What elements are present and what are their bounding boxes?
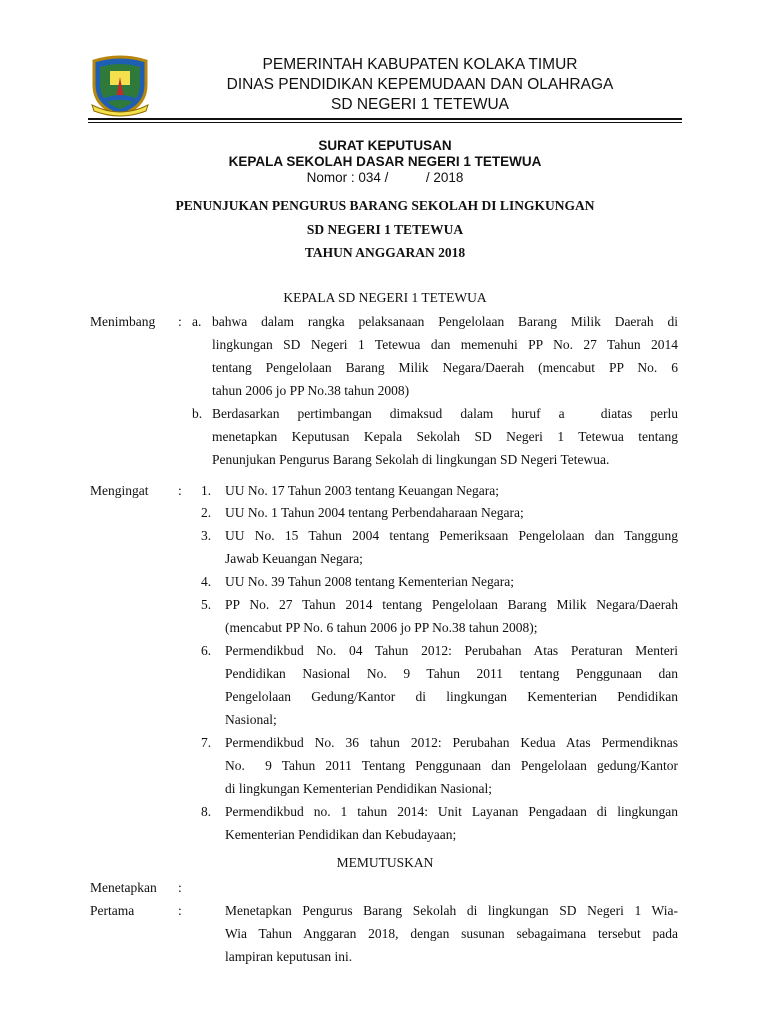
letterhead-government: PEMERINTAH KABUPATEN KOLAKA TIMUR	[262, 56, 578, 73]
pertama-line: lampiran keputusan ini.	[225, 949, 353, 964]
menimbang-a-line: bahwa dalam rangka pelaksanaan Pengelolaan Barang Milik Daerah di	[212, 314, 678, 329]
mengingat-item-number: 3.	[201, 528, 212, 543]
decree-title: SURAT KEPUTUSAN	[318, 138, 452, 153]
subject-line-3: TAHUN ANGGARAN 2018	[304, 245, 466, 260]
menimbang-b-line: menetapkan Keputusan Kepala Sekolah SD Negeri 1 Tetewua tentang	[212, 429, 678, 444]
mengingat-item-line: Kementerian Pendidikan dan Kebudayaan;	[225, 827, 457, 842]
pertama-line: Wia Tahun Anggaran 2018, dengan susunan sebagaimana tersebut pada	[225, 926, 678, 941]
mengingat-item-line: Pengelolaan Gedung/Kantor di lingkungan Kementerian Pendidikan	[225, 689, 678, 704]
pertama-label: Pertama	[90, 903, 135, 918]
mengingat-item-number: 7.	[201, 735, 212, 750]
mengingat-item-line: Jawab Keuangan Negara;	[225, 551, 363, 566]
mengingat-item-line: UU No. 17 Tahun 2003 tentang Keuangan Negara;	[225, 483, 499, 498]
letterhead-divider	[88, 118, 682, 120]
mengingat-item-line: Pendidikan Nasional No. 9 Tahun 2011 tentang Penggunaan dan	[225, 666, 678, 681]
letterhead-divider-thin	[88, 122, 682, 123]
mengingat-item-line: UU No. 1 Tahun 2004 tentang Perbendaharaan Negara;	[225, 505, 524, 520]
memutuskan-heading: MEMUTUSKAN	[336, 855, 434, 870]
menimbang-a-line: lingkungan SD Negeri 1 Tetewua dan memenuhi PP No. 27 Tahun 2014	[212, 337, 678, 352]
menimbang-b-line: Berdasarkan pertimbangan dimaksud dalam huruf a diatas perlu	[212, 406, 678, 421]
mengingat-item-number: 5.	[201, 597, 212, 612]
mengingat-item-line: Permendikbud no. 1 tahun 2014: Unit Layanan Pengadaan di lingkungan	[225, 804, 678, 819]
menimbang-a-line: tentang Pengelolaan Barang Milik Negara/Daerah (mencabut PP No. 6	[212, 360, 678, 375]
mengingat-item-line: No. 9 Tahun 2011 Tentang Penggunaan dan Pengelolaan gedung/Kantor	[225, 758, 678, 773]
mengingat-item-line: Permendikbud No. 04 Tahun 2012: Perubahan Atas Peraturan Menteri	[225, 643, 678, 658]
mengingat-item-line: UU No. 15 Tahun 2004 tentang Pemeriksaan Pengelolaan dan Tanggung	[225, 528, 678, 543]
menimbang-b-line: Penunjukan Pengurus Barang Sekolah di lingkungan SD Negeri Tetewua.	[212, 452, 610, 467]
subject-line-1: PENUNJUKAN PENGURUS BARANG SEKOLAH DI LINGKUNGAN	[175, 198, 595, 213]
letterhead-school: SD NEGERI 1 TETEWUA	[331, 96, 509, 113]
mengingat-colon: :	[178, 483, 182, 498]
menimbang-b-marker: b.	[192, 406, 203, 421]
menimbang-a-marker: a.	[192, 314, 202, 329]
mengingat-item-number: 1.	[201, 483, 212, 498]
menimbang-label: Menimbang	[90, 314, 156, 329]
mengingat-item-number: 6.	[201, 643, 212, 658]
mengingat-item-line: PP No. 27 Tahun 2014 tentang Pengelolaan Barang Milik Negara/Daerah	[225, 597, 678, 612]
pertama-colon: :	[178, 903, 182, 918]
pertama-line: Menetapkan Pengurus Barang Sekolah di lingkungan SD Negeri 1 Wia-	[225, 903, 678, 918]
decree-issuer: KEPALA SEKOLAH DASAR NEGERI 1 TETEWUA	[228, 154, 542, 169]
regency-coat-of-arms-icon	[88, 55, 152, 117]
menetapkan-label: Menetapkan	[90, 880, 157, 895]
mengingat-item-number: 8.	[201, 804, 212, 819]
mengingat-item-line: (mencabut PP No. 6 tahun 2006 jo PP No.38 tahun 2008);	[225, 620, 538, 635]
mengingat-item-line: UU No. 39 Tahun 2008 tentang Kementerian Negara;	[225, 574, 514, 589]
subject-line-2: SD NEGERI 1 TETEWUA	[306, 222, 464, 237]
menimbang-a-line: tahun 2006 jo PP No.38 tahun 2008)	[212, 383, 410, 398]
mengingat-label: Mengingat	[90, 483, 149, 498]
mengingat-item-line: Permendikbud No. 36 tahun 2012: Perubahan Kedua Atas Permendiknas	[225, 735, 678, 750]
mengingat-item-line: di lingkungan Kementerian Pendidikan Nasional;	[225, 781, 492, 796]
menetapkan-colon: :	[178, 880, 182, 895]
mengingat-item-number: 4.	[201, 574, 212, 589]
authority-heading: KEPALA SD NEGERI 1 TETEWUA	[283, 290, 487, 305]
mengingat-item-line: Nasional;	[225, 712, 277, 727]
letterhead-department: DINAS PENDIDIKAN KEPEMUDAAN DAN OLAHRAGA	[226, 76, 614, 93]
menimbang-colon: :	[178, 314, 182, 329]
decree-number: Nomor : 034 / / 2018	[306, 170, 464, 185]
mengingat-item-number: 2.	[201, 505, 212, 520]
